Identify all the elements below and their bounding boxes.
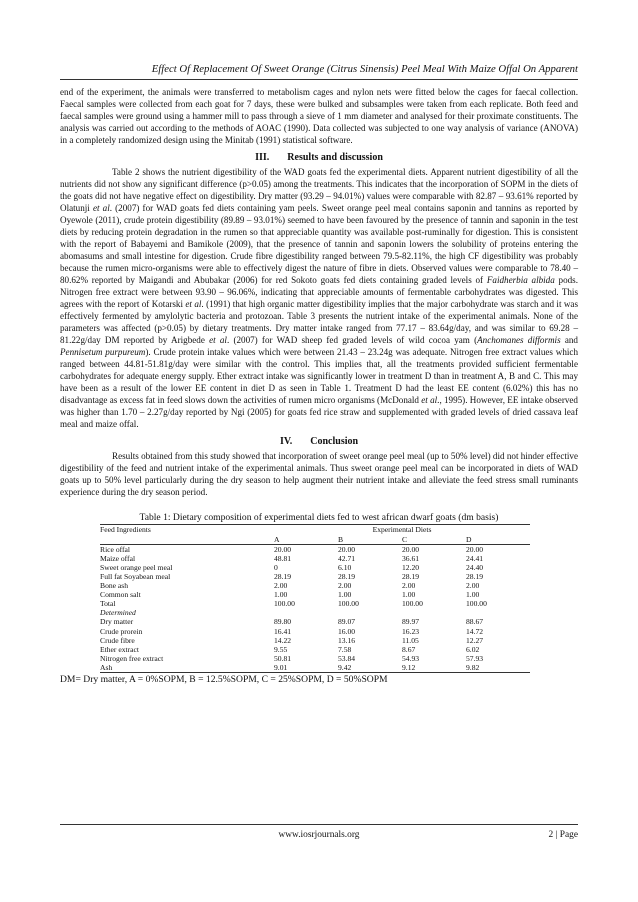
row-label: Sweet orange peel meal: [100, 562, 173, 572]
table-cell: 100.00: [274, 599, 295, 609]
table-cell: 28.19: [402, 571, 420, 581]
table-cell: 20.00: [466, 544, 484, 554]
section-4-number: IV.: [279, 436, 293, 448]
row-label: Crude prorein: [100, 626, 143, 636]
table-cell: 12.20: [402, 562, 420, 572]
row-label: Ash: [100, 663, 274, 673]
table-cell: 13.16: [338, 635, 356, 645]
table-row: [100, 663, 530, 673]
table-cell: 9.01: [274, 663, 338, 673]
methods-paragraph: end of the experiment, the animals were transferred to metabolism cages and nylon nets were fitted below the cages for faecal collection. Faecal samples were collected from each goat for 7 days, these were bulked and subsamples were taken from each replicate. Both feed and faecal samples were ground using a hammer mill to pass through a sieve of 1 mm diameter and analysed for their proximate constituents. The analysis was carried out according to the methods of AOAC (1990). Data collected was subjected to one way analysis of variance (ANOVA) in a completely randomized design using the Minitab (1991) statistical software.: [60, 87, 578, 146]
row-label: Bone ash: [100, 581, 129, 591]
table-cell: 6.10: [338, 562, 352, 572]
table-row: [100, 654, 530, 663]
table-cell: 36.61: [402, 553, 420, 563]
table-cell: 9.42: [338, 663, 402, 673]
table-row: [100, 599, 530, 608]
table-cell: 88.67: [466, 617, 484, 627]
col-feed-ingredients: Feed Ingredients: [100, 525, 274, 535]
table-cell: 89.97: [402, 617, 420, 627]
table-cell: 14.22: [274, 635, 292, 645]
row-label: Total: [100, 599, 116, 609]
diet-label: C: [402, 535, 466, 545]
table-cell: 16.23: [402, 626, 420, 636]
conclusion-paragraph: Results obtained from this study showed that incorporation of sweet orange peel meal (up to 50% level) did not hinder effective digestibility of the feed and nutrient intake of the experimental animals. Thus sweet orange peel meal can be incorporated in diets of WAD goats up to 50% level particularly during the dry season to help augment their nutrient intake and alleviate the feed stress small ruminants experience during the dry season period.: [60, 451, 578, 498]
table-cell: 9.82: [466, 663, 530, 673]
section-4-heading: [60, 436, 578, 448]
table-cell: 1.00: [466, 590, 480, 600]
results-paragraph: Table 2 shows the nutrient digestibility of the WAD goats fed the experimental diets. Apparent nutrient digestibility of all the nutrients did not show any significant difference (p>0.05) among the treatments. This indicates that the incorporation of SOPM in the diets of the goats did not have negative effect on digestibility. Dry matter (93.29 – 94.01%) values were comparable with 82.87 – 93.61% reported by Olatunji et al. (2007) for WAD goats fed diets containing yam peels. Sweet orange peel meal contains saponin and tannins as reported by Oyewole (2011), crude protein digestibility (89.89 – 93.01%) seemed to have been favoured by the presence of tannin and saponin in the test diets by reducing protein degradation in the rumen so that appreciable quantity was available post-ruminally for digestion. This is consistent with the report of Babayemi and Bamikole (2009), that the presence of tannin and saponin lowers the solubility of proteins entering the abomasums and small intestine for digestion. Crude fibre digestibility ranged between 79.5-82.11%, the high CF digestibility was probably because the rumen micro-organisms were able to effectively digest the nature of fibre in diets. Observed values were comparable to 78.40 – 80.62% reported by Maigandi and Abubakar (2006) for red Sokoto goats fed diets containing graded levels of Faidherbia albida pods. Nitrogen free extract were between 93.90 – 96.06%, indicating that appreciable amounts of fermentable carbohydrates was digested. This agrees with the report of Kotarski et al. (1991) that high organic matter digestibility implies that the major carbohydrate was starch and it was effectively fermented by amylolytic bacteria and protozoan. Table 3 presents the nutrient intake of the experimental animals. None of the parameters was affected (p>0.05) by dietary treatments. Dry matter intake ranged from 77.17 – 83.64g/day, and was similar to 69.28 – 81.22g/day DM reported by Arigbede et al. (2007) for WAD sheep fed graded levels of wild cocoa yam (Anchomanes difformis and Pennisetum purpureum). Crude protein intake values which were between 21.43 – 23.24g was adequate. Nitrogen free extract values which ranged between 44.81-51.81g/day were similar with the control. This implies that, all the treatments provided sufficient fermentable carbohydrates for adequate energy supply. Ether extract intake was significantly lower in treatment D than in treatment A, B and C. This may have been as a result of the lower EE content in diet D as seen in Table 1. Treatment D had the least EE content (6.02%) this has no disadvantage as excess fat in feed slows down the activities of rumen micro organisms (McDonald et al., 1995). However, EE intake observed was higher than 1.70 – 2.27g/day reported by Ngi (2005) for goats fed rice straw and supplemented with graded levels of dried cassava leaf meal and maize offal.: [60, 167, 579, 430]
table-cell: 100.00: [466, 599, 487, 609]
section-3-title: Results and discussion: [287, 152, 383, 164]
row-label: Maize offal: [100, 553, 136, 563]
table-cell: 9.12: [402, 663, 466, 673]
table-cell: 57.93: [466, 653, 484, 663]
table-cell: 2.00: [274, 581, 288, 591]
table-cell: 9.55: [274, 644, 288, 654]
row-label: Common salt: [100, 590, 141, 600]
table-cell: 24.41: [466, 553, 484, 563]
table-cell: 16.41: [274, 626, 292, 636]
table-cell: 2.00: [338, 581, 352, 591]
table-cell: 54.93: [402, 653, 420, 663]
table-cell: 1.00: [338, 590, 352, 600]
table-cell: 89.80: [274, 617, 292, 627]
row-label: Full fat Soyabean meal: [100, 571, 171, 581]
section-3-number: III.: [255, 152, 270, 164]
table-row: [100, 554, 530, 563]
table-row: [100, 590, 530, 599]
table-cell: 6.02: [466, 644, 480, 654]
table-cell: 2.00: [402, 581, 416, 591]
table-cell: 28.19: [274, 571, 292, 581]
diet-label: D: [466, 535, 530, 545]
table-cell: 28.19: [466, 571, 484, 581]
table-1: [100, 524, 530, 673]
table-row: [100, 617, 530, 626]
table-cell: 12.27: [466, 635, 484, 645]
table-cell: 2.00: [466, 581, 480, 591]
table-row: [100, 645, 530, 654]
table-cell: 20.00: [338, 544, 356, 554]
table-row: [100, 572, 530, 581]
diet-label: B: [338, 535, 402, 545]
running-header: Effect Of Replacement Of Sweet Orange (Citrus Sinensis) Peel Meal With Maize Offal On Apparent: [60, 62, 578, 80]
table-row: [100, 563, 530, 572]
table-1-footnote: DM= Dry matter, A = 0%SOPM, B = 12.5%SOPM, C = 25%SOPM, D = 50%SOPM: [60, 673, 388, 685]
page-body: [60, 86, 578, 686]
table-row: [100, 636, 530, 645]
table-cell: 1.00: [402, 590, 416, 600]
table-cell: 20.00: [402, 544, 420, 554]
col-experimental-diets: Experimental Diets: [274, 525, 530, 535]
table-cell: 100.00: [402, 599, 423, 609]
table-cell: 89.07: [338, 617, 356, 627]
row-label: Crude fibre: [100, 635, 135, 645]
table-cell: 53.84: [338, 653, 356, 663]
table-cell: 28.19: [338, 571, 356, 581]
table-1-caption: Table 1: Dietary composition of experimental diets fed to west african dwarf goats (dm basis): [139, 512, 499, 524]
diet-label: A: [274, 535, 338, 545]
table-cell: 42.71: [338, 553, 356, 563]
table-cell: 8.67: [402, 644, 416, 654]
table-row: [100, 581, 530, 590]
table-cell: 50.81: [274, 653, 292, 663]
row-label: Dry matter: [100, 617, 134, 627]
row-label: Ether extract: [100, 644, 139, 654]
row-label: Rice offal: [100, 544, 131, 554]
journal-site: www.iosrjournals.org: [278, 830, 360, 840]
table-cell: 20.00: [274, 544, 292, 554]
row-label: Nitrogen free extract: [100, 653, 164, 663]
table-cell: 24.40: [466, 562, 484, 572]
table-cell: 0: [274, 562, 278, 572]
determined-row: [100, 608, 530, 617]
table-cell: 14.72: [466, 626, 484, 636]
section-3-heading: [60, 152, 578, 164]
table-cell: 11.05: [402, 635, 419, 645]
table-cell: 7.58: [338, 644, 352, 654]
table-diet-row: [100, 535, 530, 545]
section-4-title: Conclusion: [310, 436, 359, 448]
table-cell: 1.00: [274, 590, 288, 600]
page-footer: [60, 824, 578, 845]
table-row: [100, 627, 530, 636]
table-cell: 48.81: [274, 553, 292, 563]
table-row: [100, 544, 530, 554]
table-header-row: [100, 525, 530, 535]
page-number: 2 | Page: [548, 830, 578, 840]
table-cell: 100.00: [338, 599, 359, 609]
table-cell: 16.00: [338, 626, 356, 636]
determined-label: Determined: [100, 608, 136, 618]
